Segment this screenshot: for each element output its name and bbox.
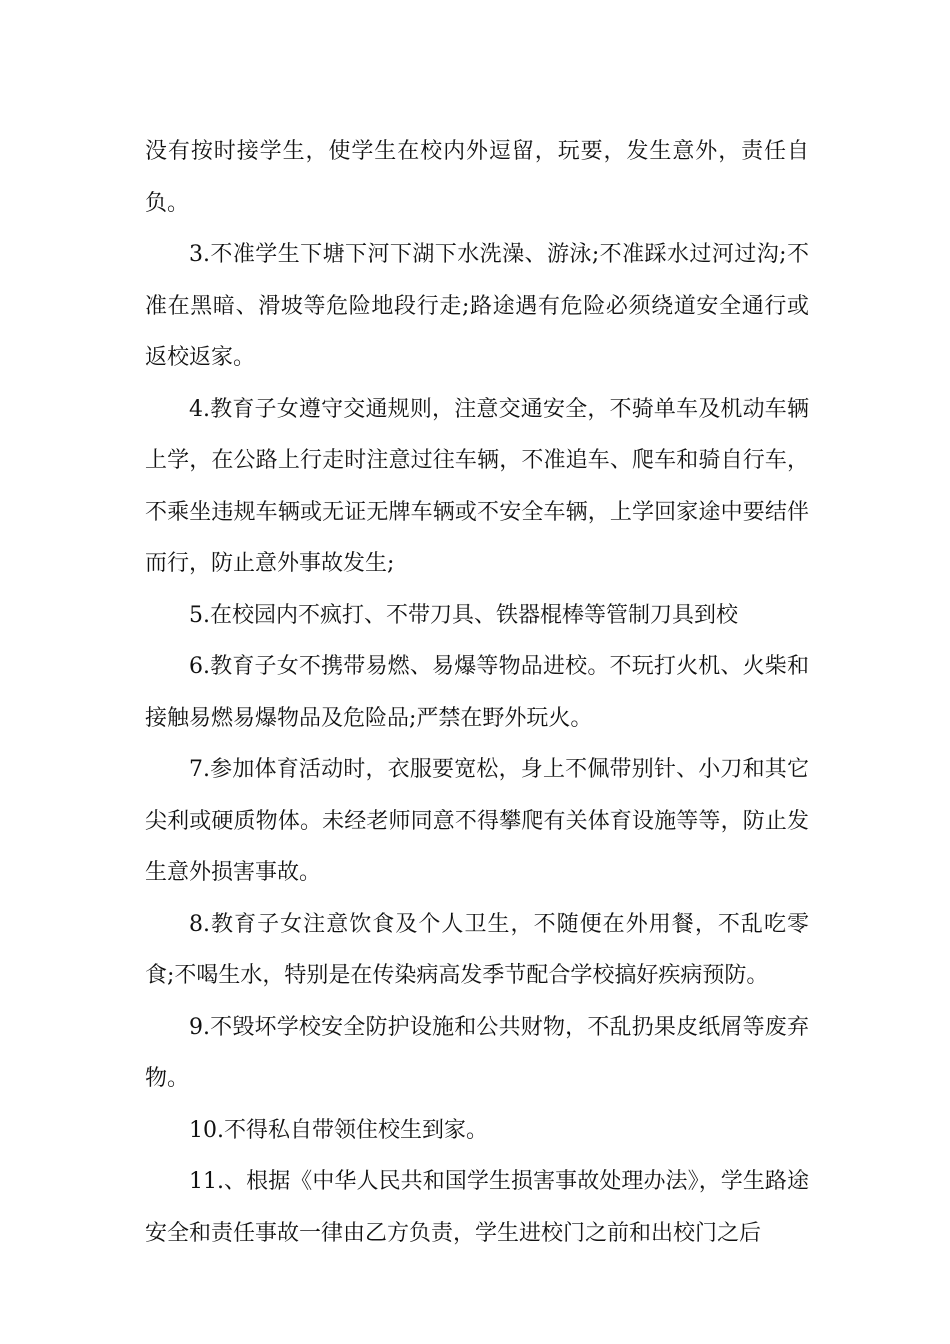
document-body <box>145 126 809 1259</box>
paragraph-item-11: 11.、根据《中华人民共和国学生损害事故处理办法》，学生路途安全和责任事故一律由乙方负责，学生进校门之前和出校门之后 <box>145 1169 809 1246</box>
paragraph-item-10: 10.不得私自带领住校生到家。 <box>189 1117 488 1143</box>
paragraph-item-3: 3.不准学生下塘下河下湖下水洗澡、游泳;不准踩水过河过沟;不准在黑暗、滑坡等危险地段行走;路途遇有危险必须绕道安全通行或返校返家。 <box>145 242 809 370</box>
paragraph-continued: 没有按时接学生，使学生在校内外逗留，玩要，发生意外，责任自负。 <box>145 139 809 216</box>
paragraph-item-5: 5.在校园内不疯打、不带刀具、铁器棍棒等管制刀具到校 <box>189 602 738 628</box>
paragraph-item-6: 6.教育子女不携带易燃、易爆等物品进校。不玩打火机、火柴和接触易燃易爆物品及危险品;严禁在野外玩火。 <box>145 654 809 731</box>
paragraph-item-8: 8.教育子女注意饮食及个人卫生，不随便在外用餐，不乱吃零食;不喝生水，特别是在传染病高发季节配合学校搞好疾病预防。 <box>145 911 809 988</box>
paragraph-item-9: 9.不毁坏学校安全防护设施和公共财物，不乱扔果皮纸屑等废弃物。 <box>145 1014 809 1091</box>
paragraph-item-7: 7.参加体育活动时，衣服要宽松，身上不佩带别针、小刀和其它尖利或硬质物体。未经老师同意不得攀爬有关体育设施等等，防止发生意外损害事故。 <box>145 757 809 885</box>
paragraph-item-4: 4.教育子女遵守交通规则，注意交通安全，不骑单车及机动车辆上学，在公路上行走时注意过往车辆，不准追车、爬车和骑自行车，不乘坐违规车辆或无证无牌车辆或不安全车辆，上学回家途中要结伴而行，防止意外事故发生; <box>145 396 809 576</box>
